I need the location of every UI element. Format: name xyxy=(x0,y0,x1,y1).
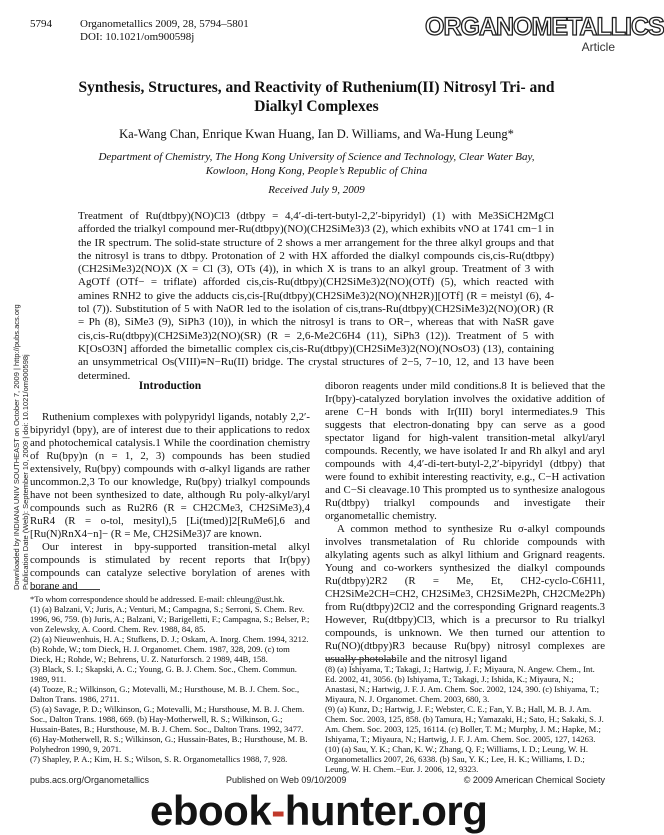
right-column xyxy=(325,380,605,666)
footer-publication-date: Published on Web 09/10/2009 xyxy=(226,775,347,785)
abstract: Treatment of Ru(dtbpy)(NO)Cl3 (dtbpy = 4,4′-di-tert-butyl-2,2′-bipyridyl) (1) with Me3SiCH2MgCl afforded the trialkyl compound mer-Ru(dtbpy)(NO)(CH2SiMe3)3 (2), which exhibits νNO at 1741 cm−1 in the IR spectrum. The solid-state structure of 2 shows a mer arrangement for the three alkyl groups and that the nitrosyl is trans to dtbpy. Protonation of 2 with HX afforded the dialkyl compounds cis,cis-Ru(dtbpy)(CH2SiMe3)2(NO)X (X = Cl (3), OTs (4)), in which X is trans to an alkyl group. Treatment of 3 with AgOTf (OTf− = triflate) afforded cis,cis-Ru(dtbpy)(CH2SiMe3)2(NO)(OTf) (5), which reacted with amines RNH2 to give the adducts cis,cis-[Ru(dtbpy)(CH2SiMe3)2(NO)(NH2R)][OTf] (R = meistyl (6), 4-tol (7)). Substitution of 5 with NaOR led to the isolation of cis,trans-Ru(dtbpy)(CH2SiMe3)2(NO)(OR) (R = Ph (8), SiMe3 (9), SiPh3 (10)), in which the nitrosyl is trans to OR−, whereas that with NaSR gave cis,cis-Ru(dtbpy)(CH2SiMe3)2(NO)(SR) (R = 2,6-Me2C6H4 (11), SiPh3 (12)). Treatment of 5 with K[OsO3N] afforded the bimetallic complex cis,cis-Ru(dtbpy)(CH2SiMe3)2(NO)(NOsO3) (13), containing an unsymmetrical Os(VIII)≡N−Ru(II) bridge. The crystal structures of 2−5, 7−10, 12, and 13 have been determined. xyxy=(78,210,554,382)
footnote-rule-right xyxy=(325,659,395,660)
journal-reference: Organometallics 2009, 28, 5794–5801 xyxy=(80,18,249,30)
reference-10: (10) (a) Sau, Y. K.; Chan, K. W.; Zhang, Q. F.; Williams, I. D.; Leung, W. H. Organometallics 2007, 26, 6338. (b) Sau, Y. K.; Lee, H. K.; Williams, I. D.; Leung, W. H. Chem.−Eur. J. 2006, 12, 9323. xyxy=(325,744,589,774)
journal-logo-text: ORGANOMETALLICS xyxy=(425,13,664,41)
footnotes-left xyxy=(30,585,310,764)
watermark xyxy=(150,787,610,834)
left-column xyxy=(30,380,310,593)
watermark-dash: - xyxy=(271,787,285,834)
footer-journal-url[interactable]: pubs.acs.org/Organometallics xyxy=(30,775,150,785)
intro-paragraph-1: Ruthenium complexes with polypyridyl ligands, notably 2,2′-bipyridyl (bpy), are of interest due to their applications to redox and photochemical catalysis.1 While the coordination chemistry of Ru(bpy)n (n = 1, 2, 3) compounds has been studied extensively, Ru(bpy) compounds with σ-alkyl ligands are rather uncommon.2,3 To our knowledge, Ru(bpy) trialkyl compounds have not been synthesized to date, although Ru poly-alkyl/aryl compounds such as Ru2R6 (R = CH2CMe3, CH2SiMe3),4 RuR4 (R = o-tol, mesityl),5 [Li(tmed)]2[RuMe6],6 and [Ru(N)RnX4−n]− (R = Me, CH2SiMe3)7 are known. xyxy=(30,411,310,540)
reference-3: (3) Black, S. I.; Skapski, A. C.; Young, G. B. J. Chem. Soc., Chem. Commun. 1989, 911. xyxy=(30,664,297,684)
publication-info: Publication Date (Web): September 10, 2009 | doi: 10.1021/om900598j xyxy=(21,354,30,590)
author-list: Ka-Wang Chan, Enrique Kwan Huang, Ian D. Williams, and Wa-Hung Leung* xyxy=(119,127,514,141)
reference-6: (6) Hay-Motherwell, R. S.; Wilkinson, G.; Hussain-Bates, B.; Hursthouse, M. B. Polyhedron 1990, 9, 2071. xyxy=(30,734,308,754)
reference-7: (7) Shapley, P. A.; Kim, H. S.; Wilson, S. R. Organometallics 1988, 7, 928. xyxy=(30,754,288,764)
article-title: Synthesis, Structures, and Reactivity of Ruthenium(II) Nitrosyl Tri- and Dialkyl Complexes xyxy=(78,79,555,115)
footnote-rule xyxy=(30,589,100,590)
reference-2: (2) (a) Nieuwenhuis, H. A.; Stufkens, D. J.; Oskam, A. Inorg. Chem. 1994, 3212. (b) Rohde, W.; tom Dieck, H. J. Organomet. Chem. 1987, 328, 209. (c) tom Dieck, H.; Rohde, W.; Behrens, U. Z. Naturforsch. 2 1989, 44B, 158. xyxy=(30,634,309,664)
reference-4: (4) Tooze, R.; Wilkinson, G.; Motevalli, M.; Hursthouse, M. B. J. Chem. Soc., Dalton Trans. 1986, 2711. xyxy=(30,684,300,704)
reference-1: (1) (a) Balzani, V.; Juris, A.; Venturi, M.; Campagna, S.; Serroni, S. Chem. Rev. 1996, 96, 759. (b) Juris, A.; Balzani, V.; Barigelletti, F.; Campagna, S.; Belser, P.; von Zelewsky, A. Coord. Chem. Rev. 1988, 84, 85. xyxy=(30,604,310,634)
reference-5: (5) (a) Savage, P. D.; Wilkinson, G.; Motevalli, M.; Hursthouse, M. B. J. Chem. Soc., Dalton Trans. 1988, 669. (b) Hay-Motherwell, R. S.; Wilkinson, G.; Hussain-Bates, B.; Hursthouse, M. B. J. Chem. Soc., Dalton Trans. 1992, 3477. xyxy=(30,704,305,734)
received-date: Received July 9, 2009 xyxy=(268,184,365,196)
footnotes-right xyxy=(325,655,605,774)
body-paragraph-2: A common method to synthesize Ru σ-alkyl compounds involves transmetalation of Ru chloride compounds with alkylating agents such as alkyl lithium and Grignard reagents. Young and co-workers synthesized the dialkyl compounds Ru(dtbpy)2R2 (R = Me, Et, CH2-cyclo-C6H11, CH2SiMe2CH=CH2, CH2SiMe3, CH2SiMe2Ph, CH2CMe2Ph) from Ru(dtbpy)2Cl2 and the corresponding Grignard reagents.3 However, Ru(dtbpy)Cl3, which is a precursor to Ru trialkyl compounds, is unknown. We then turned our attention to Ru(NO)(dtbpy)R3 because Ru(bpy) nitrosyl complexes are usually photolabile and the nitrosyl ligand xyxy=(325,523,605,665)
body-paragraph-continued: diboron reagents under mild conditions.8 It is believed that the Ir(bpy)-catalyzed borylation involves the oxidative addition of arene C−H bonds with Ir(III) boryl intermediates.9 This suggests that electron-donating bpy can serve as a good spectator ligand for high-valent transition-metal alkyl/aryl compounds. Recently, we have isolated Ir and Rh alkyl and aryl compounds with 4,4′-di-tert-butyl-2,2′-bipyridyl (dtbpy) that were found to exhibit interesting reactivity, e.g., C−H activation and C−Si cleavage.10 This prompted us to synthesize analogous Ru(dtbpy) trialkyl compounds and investigate their organometallic chemistry. xyxy=(325,380,605,522)
journal-logo xyxy=(425,13,664,56)
section-heading-introduction: Introduction xyxy=(138,380,202,392)
download-info: Downloaded by INDIANA UNIV SOUTHEAST on October 7, 2009 | http://pubs.acs.org xyxy=(12,304,21,590)
affiliation: Department of Chemistry, The Hong Kong University of Science and Technology, Clear Water Bay, Kowloon, Hong Kong, People’s Republic of China xyxy=(98,151,535,177)
correspondence-footnote: *To whom correspondence should be addressed. E-mail: chleung@ust.hk. xyxy=(30,594,285,604)
page-number: 5794 xyxy=(30,18,52,30)
footer-copyright: © 2009 American Chemical Society xyxy=(463,775,605,785)
watermark-part-2: hunter.org xyxy=(284,787,488,834)
intro-paragraph-2: Our interest in bpy-supported transition-metal alkyl compounds is stimulated by recent reports that Ir(bpy) compounds can catalyze selective borylation of arenes with borane and xyxy=(30,541,310,592)
watermark-part-1: ebook xyxy=(150,787,272,834)
download-sidebar xyxy=(0,264,30,590)
doi: DOI: 10.1021/om900598j xyxy=(80,31,195,43)
reference-9: (9) (a) Kunz, D.; Hartwig, J. F.; Webster, C. E.; Fan, Y. B.; Hall, M. B. J. Am. Chem. Soc. 2003, 125, 858. (b) Tamura, H.; Yamazaki, H.; Sato, H.; Sakaki, S. J. Am. Chem. Soc. 2003, 125, 16114. (c) Boller, T. M.; Murphy, J. M.; Hapke, M.; Ishiyama, T.; Miyaura, N.; Hartwig, J. F. J. Am. Chem. Soc. 2005, 127, 14263. xyxy=(325,704,604,744)
reference-8: (8) (a) Ishiyama, T.; Takagi, J.; Hartwig, J. F.; Miyaura, N. Angew. Chem., Int. Ed. 2002, 41, 3056. (b) Ishiyama, T.; Takagi, J.; Ishida, K.; Miyaura, N.; Anastasi, N.; Hartwig, J. F. J. Am. Chem. Soc. 2002, 124, 390. (c) Ishiyama, T.; Miyaura, N. J. Organomet. Chem. 2003, 680, 3. xyxy=(325,664,599,704)
article-type-label: Article xyxy=(581,40,615,54)
